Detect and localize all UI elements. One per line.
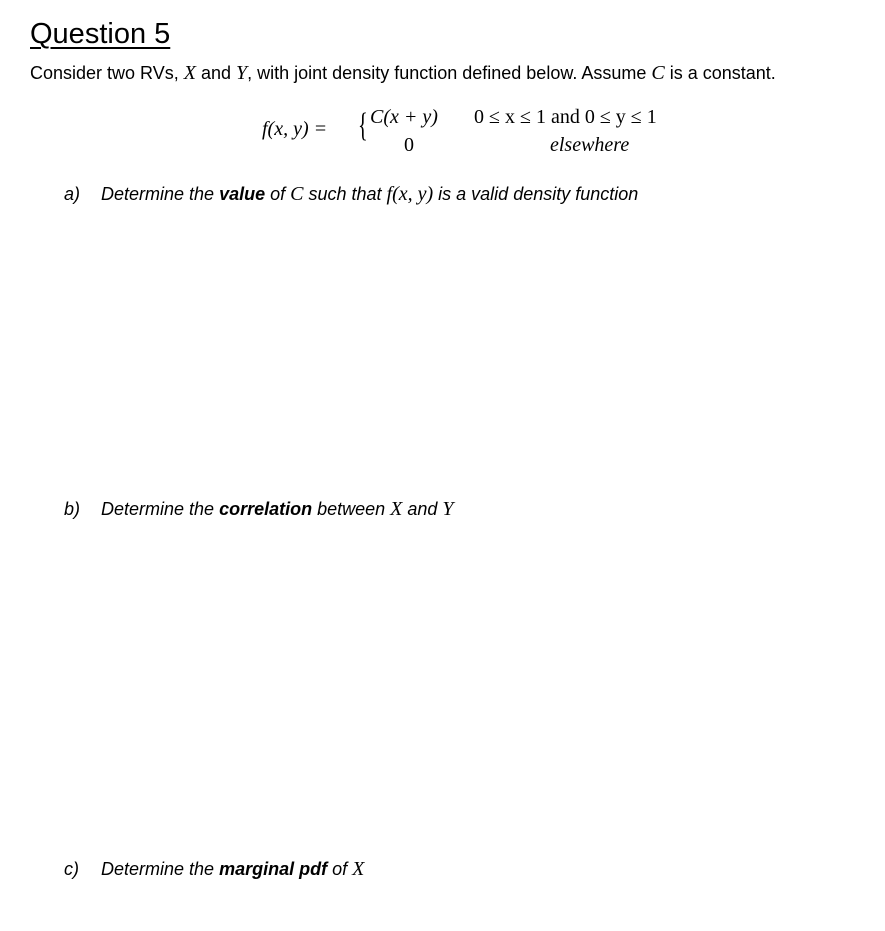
part-a-text-2: of [265, 184, 291, 204]
part-c-text-2: of [327, 859, 353, 879]
part-b-bold: correlation [219, 499, 313, 519]
part-a-text-1: Determine the [101, 184, 220, 204]
formula-condition-2: elsewhere [550, 134, 630, 156]
formula-condition-1: 0 ≤ x ≤ 1 and 0 ≤ y ≤ 1 [474, 106, 657, 128]
formula-lhs: f(x, y) = [262, 118, 328, 140]
part-b-text-2: between [312, 499, 391, 519]
part-c-math-1: X [352, 858, 365, 880]
part-c-text-1: Determine the [101, 859, 220, 879]
part-c-bold: marginal pdf [219, 859, 328, 879]
part-b-math-2: Y [442, 498, 454, 520]
part-a-bold: value [219, 184, 266, 204]
part-b [64, 498, 454, 521]
question-title: Question 5 [30, 18, 171, 50]
part-b-text-3: and [402, 499, 443, 519]
intro-text-3: , with joint density function defined below. Assume [247, 63, 652, 83]
intro-var-x: X [183, 62, 196, 84]
intro-var-y: Y [236, 62, 248, 84]
question-intro [30, 62, 776, 85]
joint-density-formula [262, 106, 742, 162]
intro-var-c: C [651, 62, 665, 84]
intro-text-4: is a constant. [664, 63, 776, 83]
part-a-text-4: is a valid density function [433, 184, 639, 204]
intro-text-2: and [195, 63, 236, 83]
formula-brace: { [358, 107, 368, 144]
part-a-math-1: C [290, 183, 304, 205]
part-b-text-1: Determine the [101, 499, 220, 519]
part-b-marker: b) [64, 499, 81, 519]
part-a-marker: a) [64, 184, 81, 204]
part-a-text-3: such that [303, 184, 387, 204]
part-a [64, 183, 638, 206]
part-c-marker: c) [64, 859, 79, 879]
part-c [64, 858, 364, 881]
part-a-math-2: f(x, y) [386, 183, 434, 205]
formula-case-2: 0 [404, 134, 414, 156]
formula-case-1: C(x + y) [370, 106, 438, 128]
part-b-math-1: X [390, 498, 403, 520]
intro-text-1: Consider two RVs, [30, 63, 184, 83]
